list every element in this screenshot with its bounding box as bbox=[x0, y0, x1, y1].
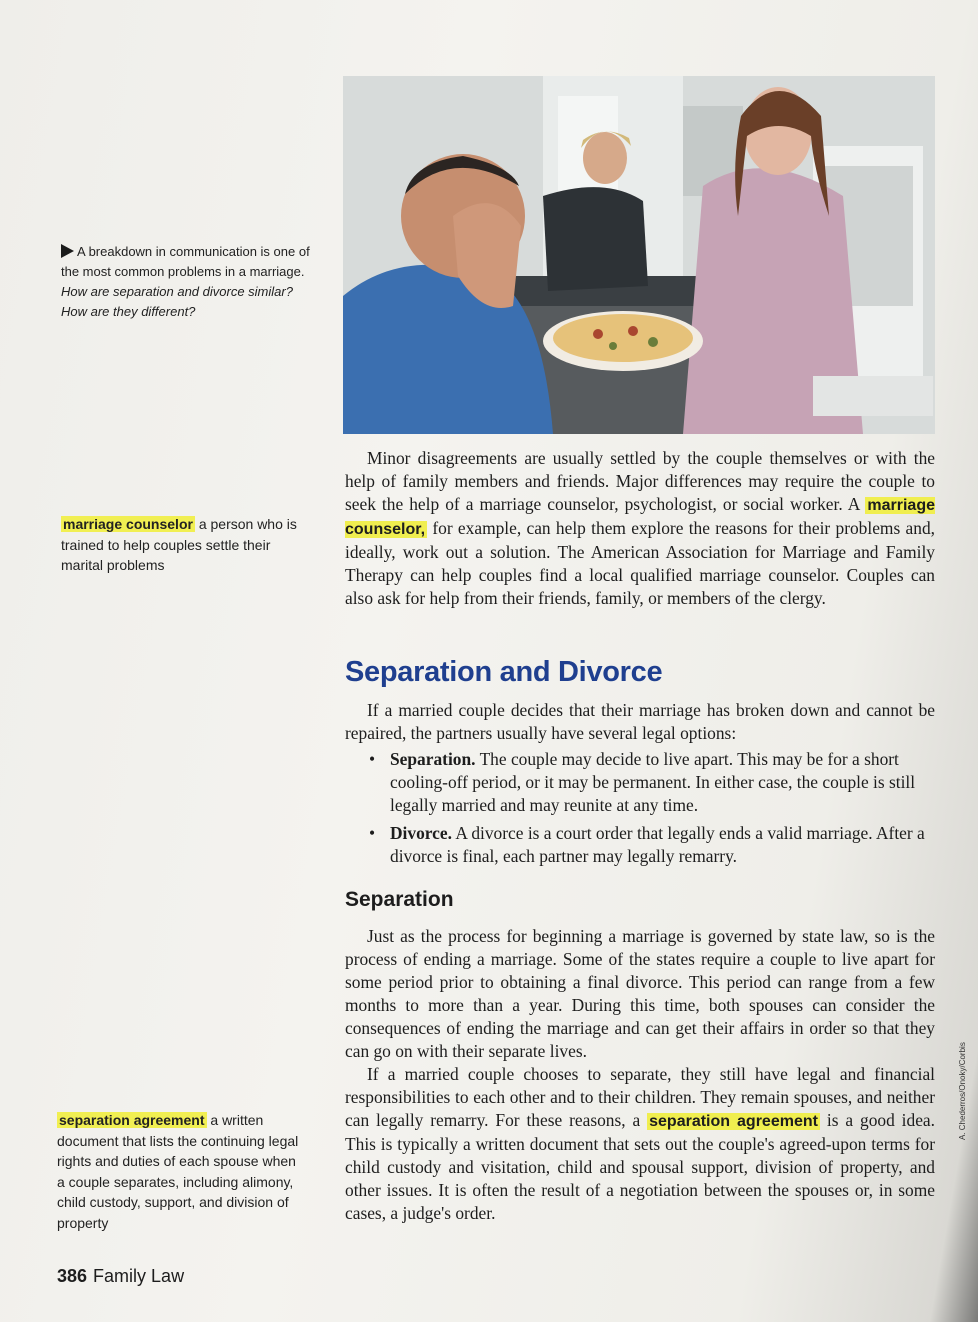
highlight-marriage-counselor: marriage counselor, bbox=[345, 497, 935, 538]
bullet-icon: • bbox=[369, 823, 376, 843]
page-number: 386 bbox=[57, 1266, 88, 1286]
intro-text-before: Minor disagreements are usually settled by the couple themselves or with the help of family members and friends. Major differences may require the couple to seek the help of a marriage counselor, psychologist, or social worker. A bbox=[345, 448, 935, 514]
chapter-title: Family Law bbox=[93, 1266, 185, 1286]
caption-lead: A breakdown in communication is one of the most common problems in a marriage. bbox=[61, 244, 310, 279]
glossary-separation-agreement bbox=[57, 1110, 302, 1233]
family-kitchen-photo bbox=[343, 76, 935, 434]
photo-illustration bbox=[343, 76, 935, 434]
glossary-definition: a written document that lists the continuing legal rights and duties of each spouse when a couple separates, including alimony, child custody, support, and division of property bbox=[57, 1112, 299, 1231]
bullet-text: A divorce is a court order that legally ends a valid marriage. After a divorce is final, each partner may legally remarry. bbox=[390, 823, 925, 866]
caption-arrow-icon bbox=[61, 244, 74, 258]
bullet-term: Divorce. bbox=[390, 823, 452, 843]
bullet-term: Separation. bbox=[390, 749, 476, 769]
subsection-heading: Separation bbox=[345, 888, 454, 911]
bullet-icon: • bbox=[369, 749, 376, 769]
glossary-term: marriage counselor bbox=[63, 516, 193, 532]
glossary-term: separation agreement bbox=[59, 1112, 205, 1128]
page-footer bbox=[57, 1266, 184, 1287]
intro-text-after: for example, can help them explore the reasons for their problems and, ideally, work out a solution. The American Association for Marriage and Family Therapy can help couples find a local qualified marriage counselor. Couples can also ask for help from their friends, family, or members of the clergy. bbox=[345, 518, 935, 608]
section-intro bbox=[345, 699, 935, 745]
list-item bbox=[366, 822, 934, 868]
section-intro-text: If a married couple decides that their marriage has broken down and cannot be repaired, the partners usually have several legal options: bbox=[345, 700, 935, 743]
glossary-definition: a person who is trained to help couples settle their marital problems bbox=[61, 516, 297, 573]
highlight-separation-agreement: separation agreement bbox=[649, 1113, 818, 1130]
options-list bbox=[366, 748, 934, 873]
photo-credit: A. Chederros/Onoky/Corbis bbox=[958, 1042, 967, 1140]
list-item bbox=[366, 748, 934, 817]
section-heading: Separation and Divorce bbox=[345, 656, 663, 688]
separation-text bbox=[345, 925, 935, 1225]
para2-before: If a married couple chooses to separate, they still have legal and financial responsibilities to each other and to their children. They remain spouses, and neither can legally remarry. For these reasons, a bbox=[345, 1064, 935, 1130]
separation-paragraph-2 bbox=[345, 1063, 935, 1225]
bullet-text: The couple may decide to live apart. This may be for a short cooling-off period, or it may be permanent. In either case, the couple is still legally married and may reunite at any time. bbox=[390, 749, 916, 815]
intro-paragraph bbox=[345, 447, 935, 610]
photo-caption bbox=[61, 242, 311, 322]
glossary-marriage-counselor bbox=[61, 514, 313, 576]
caption-question: How are separation and divorce similar? How are they different? bbox=[61, 284, 293, 319]
separation-paragraph-1: Just as the process for beginning a marriage is governed by state law, so is the process of ending a marriage. Some of the states require a couple to live apart for some period prior to obtaining a final divorce. This period can range from a few months to more than a year. During this time, both spouses can consider the consequences of ending the marriage and can get their affairs in order so that they can go on with their separate lives. bbox=[345, 926, 935, 1061]
para2-after: is a good idea. This is typically a written document that sets out the couple's agreed-upon terms for child custody and visitation, child and spousal support, division of property, and other issues. It is often the result of a negotiation between the spouses or, in some cases, a judge's order. bbox=[345, 1110, 935, 1223]
